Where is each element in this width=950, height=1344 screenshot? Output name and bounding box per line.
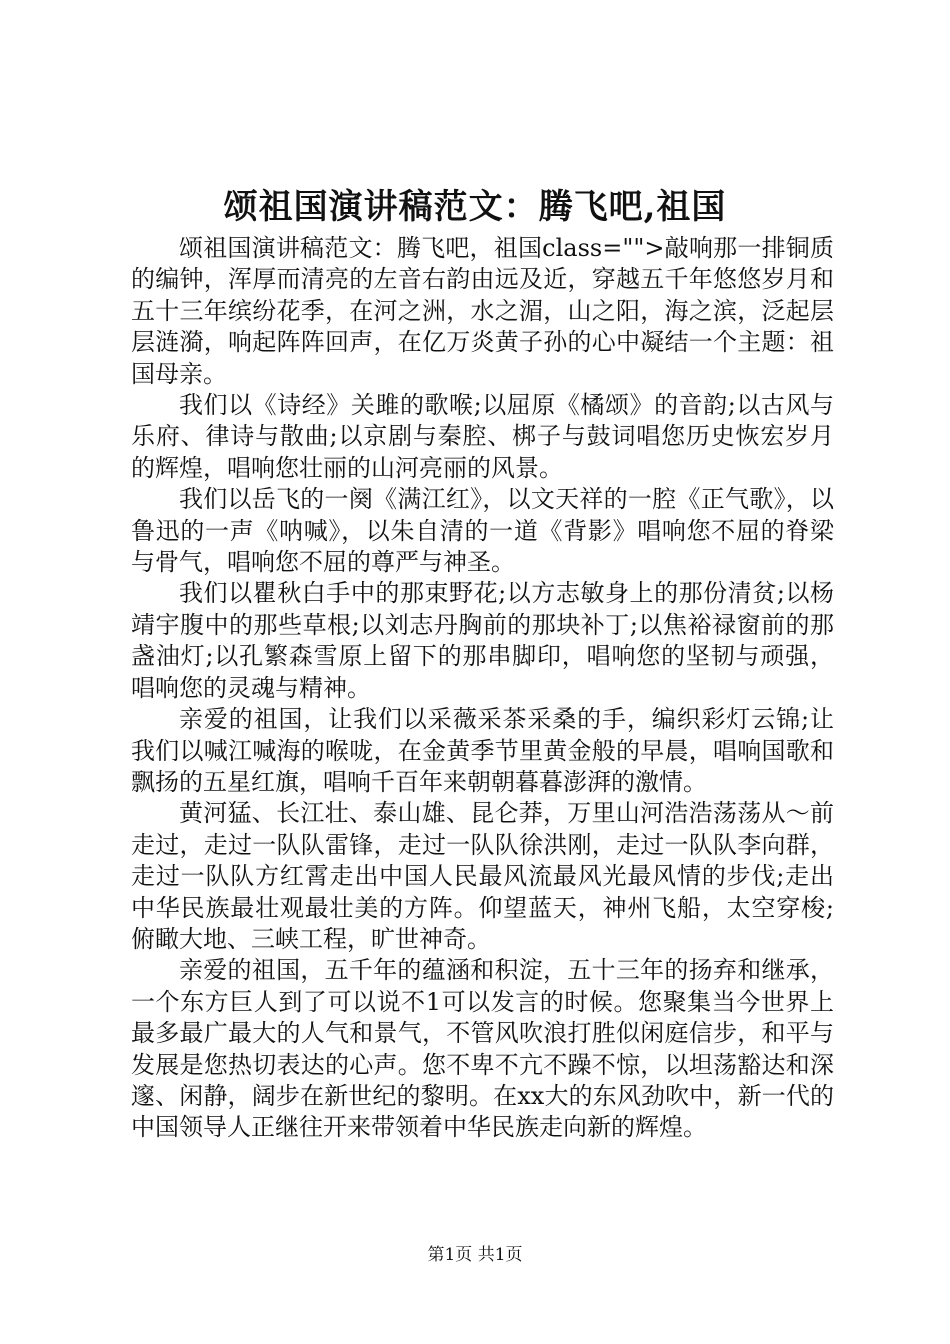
paragraph: 亲爱的祖国，五千年的蕴涵和积淀，五十三年的扬弃和继承，一个东方巨人到了可以说不1可以发言的时候。您聚集当今世界上最多最广最大的人气和景气，不管风吹浪打胜似闲庭信步，和平与发展是您热切表达的心声。您不卑不亢不躁不惊，以坦荡豁达和深邃、闲静，阔步在新世纪的黎明。在xx大的东风劲吹中，新一代的中国领导人正继往开来带领着中华民族走向新的辉煌。 [131,956,834,1142]
paragraph: 我们以瞿秋白手中的那束野花;以方志敏身上的那份清贫;以杨靖宇腹中的那些草根;以刘志丹胸前的那块补丁;以焦裕禄窗前的那盏油灯;以孔繁森雪原上留下的那串脚印，唱响您的坚韧与顽强，唱响您的灵魂与精神。 [131,579,834,702]
page-footer: 第1页 共1页 [427,1245,523,1265]
paragraph: 我们以岳飞的一阕《满江红》，以文天祥的一腔《正气歌》，以鲁迅的一声《呐喊》，以朱自清的一道《背影》唱响您不屈的脊梁与骨气，唱响您不屈的尊严与神圣。 [131,485,834,577]
paragraph: 黄河猛、长江壮、泰山雄、昆仑莽，万里山河浩浩荡荡从～前走过，走过一队队雷锋，走过一队队徐洪刚，走过一队队李向群，走过一队队方红霄走出中国人民最风流最风光最风情的步伐;走出中华民族最壮观最壮美的方阵。仰望蓝天，神州飞船，太空穿梭;俯瞰大地、三峡工程，旷世神奇。 [131,799,834,953]
paragraph: 颂祖国演讲稿范文：腾飞吧，祖国class="">敲响那一排铜质的编钟，浑厚而清亮的左音右韵由远及近，穿越五千年悠悠岁月和五十三年缤纷花季，在河之洲，水之湄，山之阳，海之滨，泛起层层涟漪，响起阵阵回声，在亿万炎黄子孙的心中凝结一个主题：祖国母亲。 [131,234,834,388]
paragraph: 我们以《诗经》关雎的歌喉;以屈原《橘颂》的音韵;以古风与乐府、律诗与散曲;以京剧与秦腔、梆子与鼓词唱您历史恢宏岁月的辉煌，唱响您壮丽的山河亮丽的风景。 [131,391,834,482]
document-body [131,233,834,1144]
document-title: 颂祖国演讲稿范文：腾飞吧,祖国 [223,187,727,227]
paragraph: 亲爱的祖国，让我们以采薇采茶采桑的手，编织彩灯云锦;让我们以喊江喊海的喉咙，在金黄季节里黄金般的早晨，唱响国歌和飘扬的五星红旗，唱响千百年来朝朝暮暮澎湃的激情。 [131,705,834,796]
